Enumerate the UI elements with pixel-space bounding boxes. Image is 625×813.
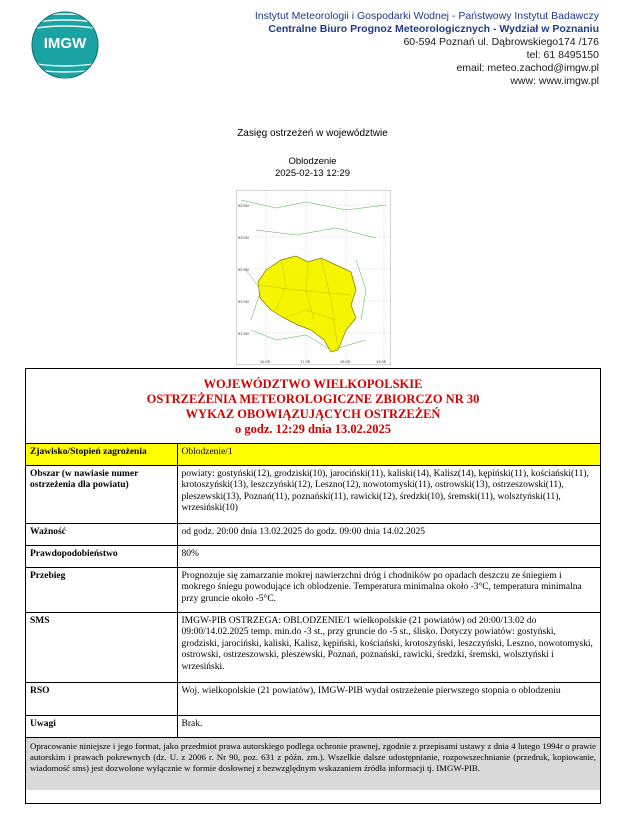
row-value: Woj. wielkopolskie (21 powiatów), IMGW-PIB wydał ostrzeżenie pierwszego stopnia o oblodzeniu bbox=[177, 682, 600, 715]
svg-text:52.5N: 52.5N bbox=[238, 267, 249, 272]
map-header bbox=[0, 156, 625, 180]
row-value: Prognozuje się zamarzanie mokrej nawierzchni dróg i chodników po opadach deszczu ze śniegiem i mokrego śniegu powodujące ich oblodzenie. Temperatura minimalna około -3°C, temperatura minimalna przy gruncie około -5°C. bbox=[177, 567, 600, 612]
row-label: Zjawisko/Stopień zagrożenia bbox=[26, 444, 177, 465]
warning-map bbox=[236, 190, 391, 365]
table-row bbox=[26, 612, 600, 682]
map-datetime: 2025-02-13 12:29 bbox=[274, 168, 350, 179]
website[interactable]: www: www.imgw.pl bbox=[510, 75, 599, 87]
row-value: IMGW-PIB OSTRZEGA: OBLODZENIE/1 wielkopolskie (21 powiatów) od 20:00/13.02 do 09:00/14.02.2025 temp. min.do -3 st., przy gruncie do -5 st., ślisko. Dotyczy powiatów: gostyński, grodziski, jarociński, kaliski, Kalisz, kępiński, kościański, krotoszyński, leszczyński, Leszno, nowotomyski, ostrowski, ostrzeszowski, pleszewski, Poznań, poznański, rawicki, średzki, śremski, wolsztyński i wrzesiński. bbox=[177, 612, 600, 682]
title-region: WOJEWÓDZTWO WIELKOPOLSKIE bbox=[203, 377, 423, 391]
row-label: Ważność bbox=[26, 523, 177, 545]
svg-text:18.0E: 18.0E bbox=[340, 359, 351, 364]
row-label: Przebieg bbox=[26, 567, 177, 612]
row-label: Uwagi bbox=[26, 715, 177, 737]
row-label: Obszar (w nawiasie numer ostrzeżenia dla powiatu) bbox=[26, 465, 177, 523]
report-title bbox=[26, 369, 600, 444]
row-value: powiaty: gostyński(12), grodziski(10), jarociński(11), kaliski(14), Kalisz(14), kępiński(11), kościański(11), krotoszyński(13), leszczyński(12), Leszno(12), nowotomyski(11), ostrowski(13), ostrzeszowski(11), pleszewski(13), Poznań(11), poznański(11), rawicki(12), średzki(10), śremski(11), wolsztyński(11), wrzesiński(10) bbox=[177, 465, 600, 523]
table-row bbox=[26, 715, 600, 737]
svg-text:51.5N: 51.5N bbox=[238, 331, 249, 336]
email[interactable]: email: meteo.zachod@imgw.pl bbox=[456, 62, 599, 74]
table-row bbox=[26, 545, 600, 567]
institution-header bbox=[255, 10, 599, 88]
imgw-logo bbox=[30, 10, 100, 80]
table-row bbox=[26, 465, 600, 523]
telephone: tel: 61 8495150 bbox=[526, 49, 599, 61]
svg-text:19.0E: 19.0E bbox=[376, 359, 387, 364]
svg-text:53.5N: 53.5N bbox=[238, 203, 249, 208]
title-list: WYKAZ OBOWIĄZUJĄCYCH OSTRZEŻEŃ bbox=[185, 407, 441, 421]
svg-text:53.0N: 53.0N bbox=[238, 235, 249, 240]
table-row bbox=[26, 682, 600, 715]
row-label: SMS bbox=[26, 612, 177, 682]
institution-name: Instytut Meteorologii i Gospodarki Wodnej - Państwowy Instytut Badawczy bbox=[254, 10, 599, 22]
address: 60-594 Poznań ul. Dąbrowskiego174 /176 bbox=[403, 36, 599, 48]
svg-text:16.0E: 16.0E bbox=[260, 359, 271, 364]
svg-text:IMGW: IMGW bbox=[43, 35, 87, 52]
warning-report bbox=[25, 368, 601, 804]
title-warnings: OSTRZEŻENIA METEOROLOGICZNE ZBIORCZO NR 30 bbox=[146, 392, 480, 406]
row-value: Brak. bbox=[177, 715, 600, 737]
row-value: od godz. 20:00 dnia 13.02.2025 do godz. 09:00 dnia 14.02.2025 bbox=[177, 523, 600, 545]
row-label: Prawdopodobieństwo bbox=[26, 545, 177, 567]
row-label: RSO bbox=[26, 682, 177, 715]
copyright-footer: Opracowanie niniejsze i jego format, jako przedmiot prawa autorskiego podlega ochronie prawnej, zgodnie z przepisami ustawy z dnia 4 lutego 1994r o prawie autorskim i prawach pokrewnych (dz. U. z 2006 r. Nr 90, poz. 631 z późn. zm.). Wszelkie dalsze udostępnianie, rozpowszechnianie (przedruk, kopiowanie, wiadomość sms) jest dozwolone wyłącznie w formie dosłownej z bezwzględnym wskazaniem źródła informacji tj. IMGW-PIB. bbox=[26, 738, 600, 790]
department-name: Centralne Biuro Prognoz Meteorologicznych - Wydział w Poznaniu bbox=[268, 23, 599, 35]
table-row bbox=[26, 444, 600, 465]
map-caption: Zasięg ostrzeżeń w województwie bbox=[237, 128, 388, 139]
title-time: o godz. 12:29 dnia 13.02.2025 bbox=[235, 422, 391, 436]
map-phenomenon: Oblodzenie bbox=[288, 156, 337, 167]
row-value: 80% bbox=[177, 545, 600, 567]
svg-text:52.0N: 52.0N bbox=[238, 299, 249, 304]
row-value: Oblodzenie/1 bbox=[177, 444, 600, 465]
warning-table bbox=[26, 444, 600, 738]
table-row bbox=[26, 567, 600, 612]
svg-text:17.0E: 17.0E bbox=[300, 359, 311, 364]
table-row bbox=[26, 523, 600, 545]
